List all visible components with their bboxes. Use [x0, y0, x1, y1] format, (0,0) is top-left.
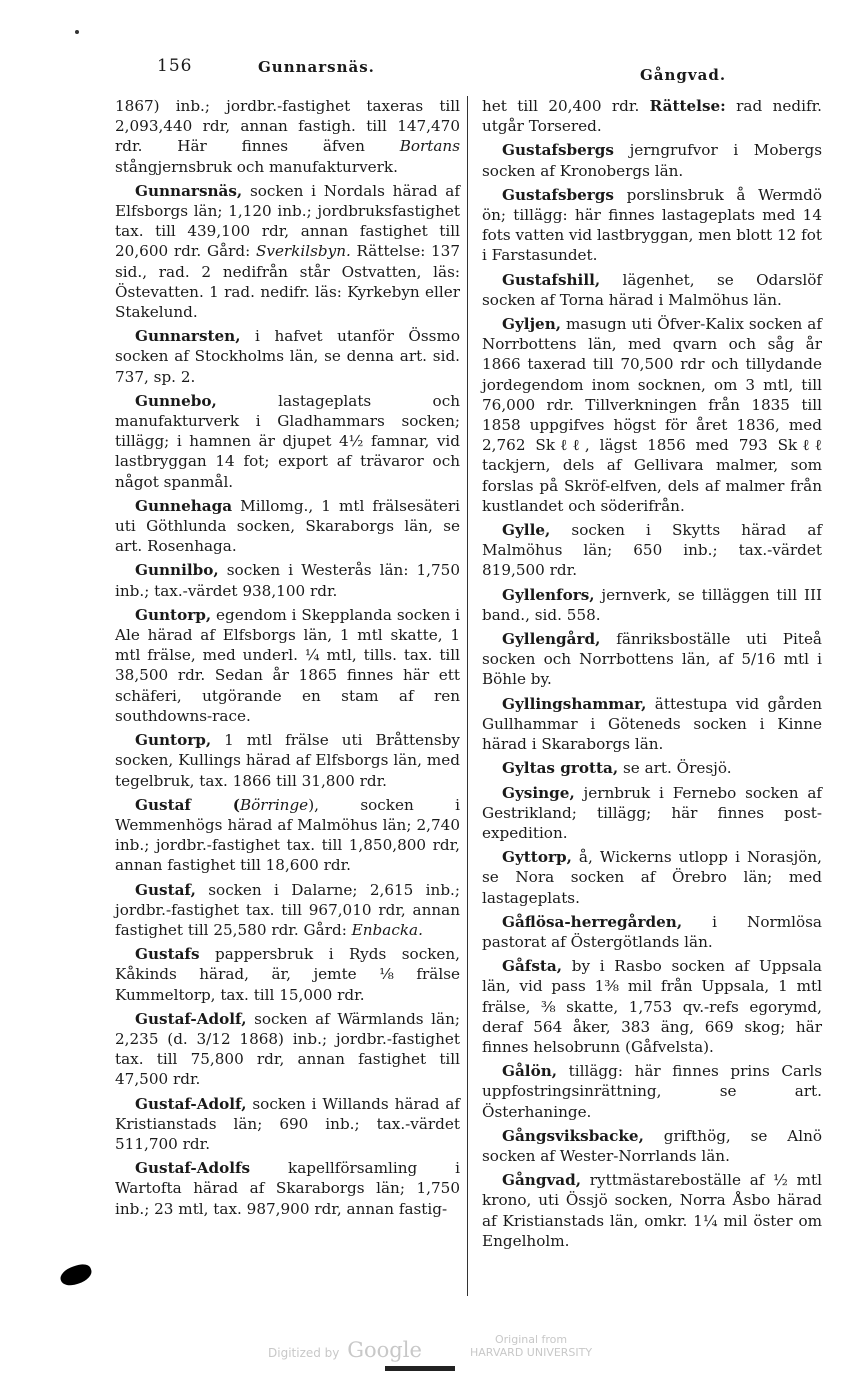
- entry-text: 1 mtl frälse uti Bråttensby socken, Kullings härad af Elfsborgs län, med tegelbruk, tax. 1866 till 31,800 rdr.: [115, 731, 460, 790]
- entry-headword: Gustaf (: [135, 795, 240, 814]
- entry-italic-text: Sverkilsbyn.: [255, 242, 351, 261]
- entry-headword: Gunnebo,: [135, 391, 217, 410]
- dictionary-entry: [482, 758, 822, 778]
- entry-headword: Gåfsta,: [502, 957, 563, 976]
- entry-text: fänriksboställe uti Piteå socken och Norrbottens län, af 5/16 mtl i Böhle by.: [482, 630, 822, 689]
- dictionary-entry: [115, 1094, 460, 1155]
- entry-text: socken i Willands härad af Kristianstads län; 690 inb.; tax.-värdet 511,700 rdr.: [115, 1094, 460, 1153]
- dictionary-entry: [482, 140, 822, 180]
- entry-headword: Gångvad,: [502, 1171, 582, 1190]
- right-column: [482, 96, 822, 1255]
- dictionary-entry: [115, 1009, 460, 1090]
- entry-text: egendom i Skepplanda socken i Ale härad af Elfsborgs län, 1 mtl skatte, 1 mtl frälse, med underl. ¼ mtl, tills. tax. till 38,500 rdr. Sedan år 1865 finnes här ett schäferi, utgörande en stam af ren southdowns-race.: [115, 605, 460, 725]
- entry-headword: Gustafsbergs: [502, 185, 614, 204]
- entry-headword: Gustafsbergs: [502, 141, 614, 160]
- entry-headword: Gunnarsnäs,: [135, 181, 243, 200]
- original-from-footer: [470, 1333, 592, 1359]
- entry-text: grifthög, se Alnö socken af Wester-Norrlands län.: [482, 1126, 822, 1165]
- entry-headword: Gunnehaga: [135, 496, 233, 515]
- dictionary-entry: [482, 1126, 822, 1166]
- entry-headword: Gustaf,: [135, 880, 196, 899]
- entry-italic-text: Bortans: [399, 137, 460, 156]
- entry-correction-label: Rättelse:: [649, 97, 726, 115]
- entry-text: lastageplats och manufakturverk i Gladhammars socken; tillägg; i hamnen är djupet 4½ famnar, vid lastbryggan 14 fot; export af trävaror och något spanmål.: [115, 391, 460, 491]
- dictionary-entry: [482, 585, 822, 625]
- entry-text: porslinsbruk å Wermdö ön; tillägg: här finnes lastageplats med 14 fots vatten vid lastbryggan, men blott 12 fot i Farstasundet.: [482, 185, 822, 265]
- entry-headword: Gunnarsten,: [135, 327, 241, 346]
- entry-italic-text: Enbacka.: [351, 920, 423, 939]
- running-head-left: Gunnarsnäs.: [258, 58, 375, 76]
- scan-bar: [385, 1366, 455, 1371]
- google-logo: Google: [347, 1338, 422, 1362]
- entry-text: å, Wickerns utlopp i Norasjön, se Nora socken af Örebro län; med lastageplats.: [482, 848, 822, 907]
- entry-text: socken i Skytts härad af Malmöhus län; 650 inb.; tax.-värdet 819,500 rdr.: [482, 521, 822, 580]
- running-head-right: Gångvad.: [640, 66, 727, 84]
- entry-headword: Gustaf-Adolf,: [135, 1094, 247, 1113]
- dictionary-entry: [482, 96, 822, 136]
- dictionary-entry: [115, 1158, 460, 1219]
- dictionary-entry: [482, 270, 822, 310]
- entry-text: ättestupa vid gården Gullhammar i Göteneds socken i Kinne härad i Skaraborgs län.: [482, 694, 822, 754]
- entry-headword: Gylle,: [502, 521, 551, 540]
- entry-headword: Gyttorp,: [502, 848, 572, 867]
- entry-headword: Gunnilbo,: [135, 561, 219, 580]
- entry-text: Millomg., 1 mtl frälsesäteri uti Göthlunda socken, Skaraborgs län, se art. Rosenhaga.: [115, 496, 460, 556]
- entry-text: 1867) inb.; jordbr.-fastighet taxeras till 2,093,440 rdr, annan fastigh. till 147,470 rdr. Här finnes äfven: [115, 97, 460, 156]
- dictionary-entry: [482, 314, 822, 516]
- entry-text: jernverk, se tilläggen till III band., sid. 558.: [482, 585, 822, 624]
- entry-text: i hafvet utanför Össmo socken af Stockholms län, se denna art. sid. 737, sp. 2.: [115, 327, 460, 386]
- entry-headword: Gyltas grotta,: [502, 759, 619, 778]
- dictionary-entry: [482, 185, 822, 266]
- dictionary-entry: [115, 944, 460, 1005]
- entry-text-tail: Rättelse: 137 sid., rad. 2 nedifrån står Ostvatten, läs: Östevatten. 1 rad. nedifr. läs: Kyrkebyn eller Stakelund.: [115, 242, 461, 322]
- column-divider: [467, 96, 468, 1296]
- library-label: HARVARD UNIVERSITY: [470, 1346, 593, 1359]
- entry-headword: Gustaf-Adolf,: [135, 1009, 247, 1028]
- entry-text-tail: stångjernsbruk och manufakturverk.: [115, 157, 398, 176]
- entry-text: socken af Wärmlands län; 2,235 (d. 3/12 1868) inb.; jordbr.-fastighet tax. till 75,800 rdr, annan fastighet till 47,500 rdr.: [115, 1009, 460, 1089]
- entry-text: lägenhet, se Odarslöf socken af Torna härad i Malmöhus län.: [482, 270, 822, 309]
- dictionary-entry: [115, 96, 460, 177]
- entry-headword: Gålön,: [502, 1062, 558, 1081]
- dictionary-entry: [482, 1170, 822, 1251]
- entry-headword: Gustafs: [135, 945, 200, 964]
- entry-italic-text: Börringe: [240, 795, 309, 814]
- digitized-by-footer: [268, 1338, 422, 1362]
- dictionary-entry: [482, 1061, 822, 1122]
- entry-text: jerngrufvor i Mobergs socken af Kronobergs län.: [482, 141, 822, 180]
- dictionary-entry: [115, 391, 460, 492]
- dictionary-entry: [115, 560, 460, 600]
- entry-text: pappersbruk i Ryds socken, Kåkinds härad, är, jemte ⅛ frälse Kummeltorp, tax. till 15,000 rdr.: [115, 945, 460, 1004]
- entry-text: se art. Öresjö.: [618, 759, 732, 778]
- dictionary-entry: [482, 847, 822, 908]
- entry-text: socken i Dalarne; 2,615 inb.; jordbr.-fastighet tax. till 967,010 rdr, annan fastighet till 25,580 rdr. Gård:: [115, 880, 460, 939]
- scan-speck: [75, 30, 79, 34]
- dictionary-entry: [482, 694, 822, 755]
- entry-text: tillägg: här finnes prins Carls uppfostringsinrättning, se art. Österhaninge.: [482, 1062, 822, 1121]
- entry-text: i Normlösa pastorat af Östergötlands län.: [482, 912, 822, 951]
- entry-headword: Gyljen,: [502, 315, 562, 334]
- entry-text: socken i Nordals härad af Elfsborgs län; 1,120 inb.; jordbruksfastighet tax. till 439,100 rdr, annan fastighet till 20,600 rdr. Gård:: [115, 181, 460, 261]
- ink-blot: [58, 1261, 94, 1288]
- entry-text-tail: rad nedifr. utgår Torsered.: [482, 97, 822, 136]
- entry-headword: Gysinge,: [502, 783, 575, 802]
- entry-text: jernbruk i Fernebo socken af Gestrikland; tillägg; här finnes post-expedition.: [482, 783, 822, 842]
- entry-text-tail: ), socken i Wemmenhögs härad af Malmöhus län; 2,740 inb.; jordbr.-fastighet tax. till 1,850,800 rdr, annan fastighet till 18,600 rdr.: [115, 795, 460, 875]
- entry-text: het till 20,400 rdr.: [482, 97, 650, 115]
- entry-text: socken i Westerås län: 1,750 inb.; tax.-värdet 938,100 rdr.: [115, 561, 460, 600]
- entry-headword: Gyllenfors,: [502, 585, 595, 604]
- dictionary-entry: [115, 181, 460, 322]
- dictionary-entry: [482, 783, 822, 844]
- original-from-label: Original from: [494, 1333, 568, 1346]
- dictionary-entry: [115, 795, 460, 876]
- left-column: [115, 96, 460, 1223]
- entry-headword: Gyllengård,: [502, 630, 601, 649]
- entry-text: ryttmästareboställe af ½ mtl krono, uti Össjö socken, Norra Åsbo härad af Kristianstads län, omkr. 1¼ mil öster om Engelholm.: [482, 1171, 822, 1250]
- entry-text: masugn uti Öfver-Kalix socken af Norrbottens län, med qvarn och såg år 1866 taxerad till 70,500 rdr och tillydande jordegendom inom socknen, om 3 mtl, till 76,000 rdr. Tillverkningen från 1835 till 1858 uppgifves högst för året 1836, med 2,762 Skℓℓ, lägst 1856 med 793 Skℓℓ tackjern, dels af Gellivara malmer, som forslas på Skröf-elfven, dels af malmer från kustlandet och söderifrån.: [482, 315, 822, 515]
- dictionary-entry: [482, 912, 822, 952]
- page-number: 156: [157, 56, 193, 76]
- entry-headword: Gåflösa-herregården,: [502, 912, 683, 931]
- dictionary-entry: [482, 629, 822, 690]
- entry-headword: Gustaf-Adolfs: [135, 1159, 251, 1178]
- dictionary-entry: [115, 880, 460, 941]
- entry-headword: Gustafshill,: [502, 270, 601, 289]
- dictionary-entry: [482, 956, 822, 1057]
- entry-headword: Gyllingshammar,: [502, 694, 647, 713]
- dictionary-entry: [115, 326, 460, 387]
- digitized-by-label: Digitized by: [268, 1346, 340, 1360]
- entry-headword: Gångsviksbacke,: [502, 1126, 644, 1145]
- dictionary-entry: [115, 496, 460, 557]
- dictionary-entry: [115, 730, 460, 791]
- dictionary-entry: [115, 605, 460, 726]
- entry-headword: Guntorp,: [135, 731, 212, 750]
- entry-text: kapellförsamling i Wartofta härad af Skaraborgs län; 1,750 inb.; 23 mtl, tax. 987,900 rdr, annan fastig-: [115, 1159, 460, 1218]
- entry-text: by i Rasbo socken af Uppsala län, vid pass 1⅜ mil från Uppsala, 1 mtl frälse, ⅜ skatte, 1,753 qv.-refs egorymd, deraf 564 åker, 383 äng, 669 skog; här finnes helsobrunn (Gåfvelsta).: [482, 957, 822, 1056]
- dictionary-entry: [482, 520, 822, 581]
- entry-headword: Guntorp,: [135, 605, 212, 624]
